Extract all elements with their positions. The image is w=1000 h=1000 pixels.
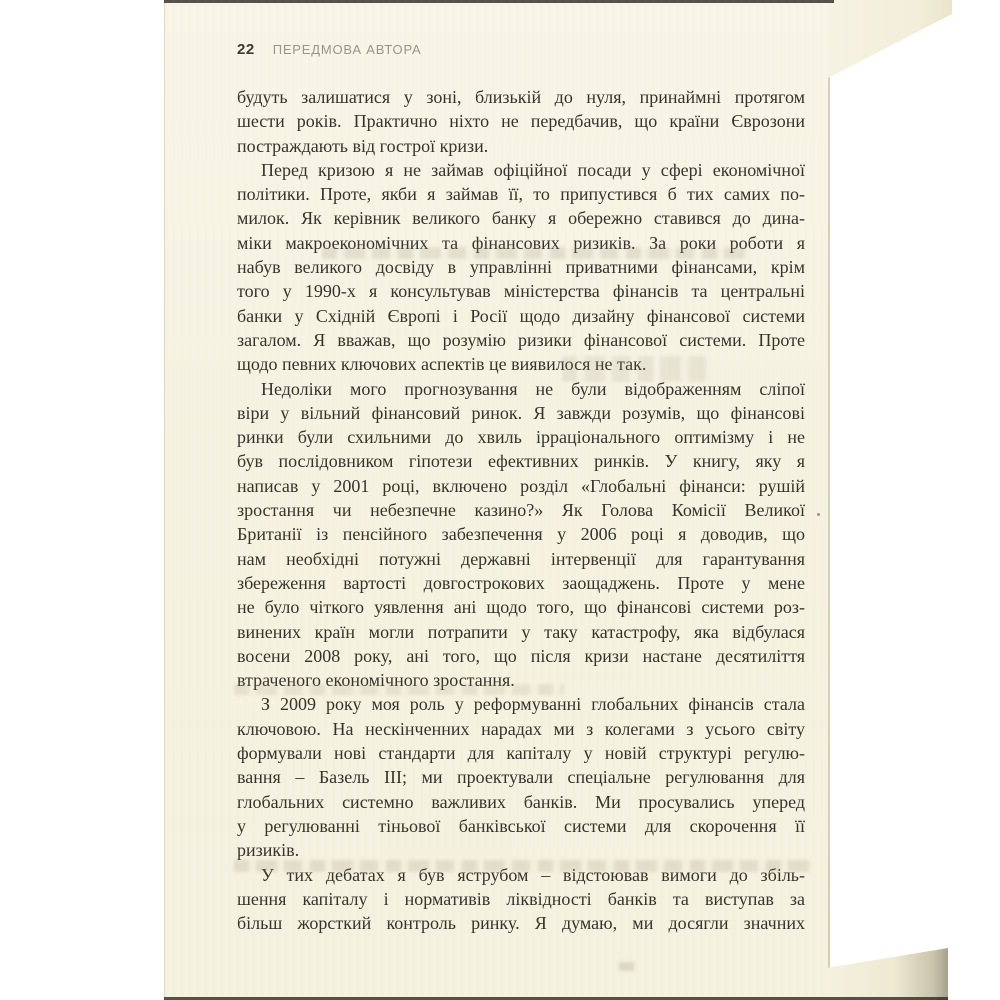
running-head-title: ПЕРЕДМОВА АВТОРА xyxy=(272,42,422,57)
text-line: будуть залишатися у зоні, близькій до нуля, принаймні протягом xyxy=(237,87,805,107)
scan-crop-edge-top xyxy=(164,0,834,3)
text-line: набув великого досвіду в управлінні приватними фінансами, крім xyxy=(237,257,805,278)
text-line: міки макроекономічних та фінансових ризиків. За роки роботи я xyxy=(237,232,805,253)
text-line: винених країн могли потрапити у таку катастрофу, яка відбулася xyxy=(237,621,805,642)
text-line: глобальних системно важливих банків. Ми просувались уперед xyxy=(237,791,805,812)
text-line: нам необхідні потужні державні інтервенції для гарантування xyxy=(237,548,805,569)
text-line: банки у Східній Європі і Росії щодо дизайну фінансової системи xyxy=(237,305,805,326)
page-header xyxy=(237,41,422,58)
text-line: у регулюванні тіньової банківської системи для скорочення її xyxy=(237,815,805,836)
text-line: милок. Як керівник великого банку я обережно ставився до дина- xyxy=(237,208,805,229)
text-line: щодо певних ключових аспектів це виявилося не так. xyxy=(237,354,647,375)
paragraph xyxy=(237,377,805,693)
bleed-through-artifact xyxy=(562,356,712,382)
page-number: 22 xyxy=(237,41,255,58)
paragraph xyxy=(237,863,805,936)
text-line: збереження вартості довгострокових заощаджень. Проте у мене xyxy=(237,572,805,593)
text-line: восени 2008 року, ані того, що після кризи настане десятиліття xyxy=(237,645,805,666)
text-line: формували нові стандарти для капіталу у новій структурі регулю- xyxy=(237,743,805,764)
text-line: втраченого економічного зростання. xyxy=(237,670,515,691)
text-line: Британії із пенсійного забезпечення у 2006 році я доводив, що xyxy=(237,524,805,545)
text-line: політики. Проте, якби я займав її, то припустився б тих самих по- xyxy=(237,184,805,205)
dust-speck xyxy=(817,513,820,516)
text-line: Перед кризою я не займав офіційної посади у сфері економічної xyxy=(261,159,805,180)
paragraph xyxy=(237,158,805,377)
text-line: не було чіткого уявлення ані щодо того, що фінансові системи роз- xyxy=(237,597,805,618)
text-line: ключовою. На нескінченних нарадах ми з колегами з усього світу xyxy=(237,718,805,739)
text-line: ринки були схильними до хвиль ірраціонального оптимізму і не xyxy=(237,427,805,448)
text-line: того у 1990-х я консультував міністерства фінансів та центральні xyxy=(237,281,805,302)
book-page xyxy=(164,0,830,1000)
text-line: більш жорсткий контроль ринку. Я думаю, ми досягли значних xyxy=(237,913,805,934)
text-line: постраждають від гострої кризи. xyxy=(237,135,489,156)
bleed-through-artifact xyxy=(234,684,564,695)
bleed-through-artifact xyxy=(619,962,637,971)
paragraph xyxy=(237,692,805,862)
text-line: шення капіталу і нормативів ліквідності банків та виступав за xyxy=(237,888,805,909)
text-line: загалом. Я вважав, що розумію ризики фінансової системи. Проте xyxy=(237,329,805,350)
text-line: З 2009 року моя роль у реформуванні глобальних фінансів стала xyxy=(261,694,805,715)
text-line: віри у вільний фінансовий ринок. Я завжди розумів, що фінансові xyxy=(237,402,805,423)
text-line: був послідовником гіпотези ефективних ринків. У книгу, яку я xyxy=(237,451,805,472)
text-line: вання – Базель III; ми проектували спеціальне регулювання для xyxy=(237,767,805,788)
body-text xyxy=(237,85,805,935)
bleed-through-artifact xyxy=(234,860,814,872)
bleed-through-artifact xyxy=(322,247,752,259)
page-edge-bottom-right xyxy=(828,948,948,1000)
paragraph xyxy=(237,85,805,158)
text-line: шести років. Практично ніхто не передбачив, що країни Єврозони xyxy=(237,111,805,132)
text-line: У тих дебатах я був яструбом – відстоював вимоги до збіль- xyxy=(261,864,805,885)
text-line: написав у 2001 році, включено розділ «Глобальні фінанси: рушій xyxy=(237,475,805,496)
text-line: Недоліки мого прогнозування не були відображенням сліпої xyxy=(261,378,805,399)
text-line: ризиків. xyxy=(237,840,300,861)
page-edge-top-right xyxy=(828,0,952,78)
text-line: зростання чи небезпечне казино?» Як Голова Комісії Великої xyxy=(237,500,805,521)
